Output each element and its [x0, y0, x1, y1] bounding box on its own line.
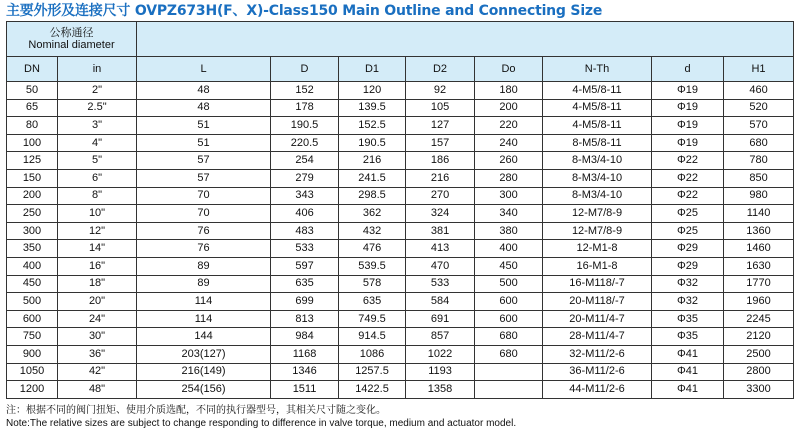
table-row: [7, 152, 794, 170]
table-cell: 8": [58, 187, 137, 205]
table-cell: 1360: [724, 222, 794, 240]
table-cell: 12-M7/8-9: [543, 205, 652, 223]
table-cell: 125: [7, 152, 58, 170]
table-cell: 749.5: [339, 310, 406, 328]
table-cell: 76: [137, 240, 271, 258]
table-cell: 2500: [724, 345, 794, 363]
table-cell: 51: [137, 117, 271, 135]
table-cell: 14": [58, 240, 137, 258]
table-cell: 280: [475, 169, 543, 187]
table-row: [7, 381, 794, 399]
table-cell: 76: [137, 222, 271, 240]
table-cell: 216: [406, 169, 475, 187]
table-cell: 533: [406, 275, 475, 293]
table-cell: 380: [475, 222, 543, 240]
table-cell: Φ19: [652, 82, 724, 100]
table-cell: 2120: [724, 328, 794, 346]
table-cell: 4-M5/8-11: [543, 117, 652, 135]
table-cell: 1168: [271, 345, 339, 363]
nominal-diameter-cn: 公称通径: [49, 27, 94, 39]
table-cell: 240: [475, 134, 543, 152]
table-cell: 1960: [724, 293, 794, 311]
table-row: [7, 293, 794, 311]
table-cell: 3": [58, 117, 137, 135]
table-cell: Φ41: [652, 345, 724, 363]
table-cell: 200: [7, 187, 58, 205]
table-cell: 89: [137, 275, 271, 293]
table-cell: 350: [7, 240, 58, 258]
table-cell: 5": [58, 152, 137, 170]
table-cell: 8-M3/4-10: [543, 169, 652, 187]
table-cell: [475, 381, 543, 399]
table-cell: 1193: [406, 363, 475, 381]
table-row: [7, 275, 794, 293]
table-cell: 8-M3/4-10: [543, 187, 652, 205]
table-cell: 1257.5: [339, 363, 406, 381]
table-cell: 144: [137, 328, 271, 346]
table-cell: 92: [406, 82, 475, 100]
table-cell: 36-M11/2-6: [543, 363, 652, 381]
table-cell: 1200: [7, 381, 58, 399]
table-cell: 105: [406, 99, 475, 117]
table-cell: 400: [7, 257, 58, 275]
table-cell: 127: [406, 117, 475, 135]
table-cell: 750: [7, 328, 58, 346]
table-cell: 12-M7/8-9: [543, 222, 652, 240]
note-en: Note:The relative sizes are subject to change responding to difference in valve torque, medium and actuator model.: [6, 418, 517, 429]
table-row: [7, 222, 794, 240]
table-cell: 180: [475, 82, 543, 100]
table-cell: 2.5": [58, 99, 137, 117]
table-cell: 12-M1-8: [543, 240, 652, 258]
table-cell: 100: [7, 134, 58, 152]
table-cell: 406: [271, 205, 339, 223]
table-cell: Φ19: [652, 99, 724, 117]
table-row: [7, 99, 794, 117]
col-header-l: L: [137, 57, 271, 82]
table-cell: 4": [58, 134, 137, 152]
table-cell: Φ41: [652, 363, 724, 381]
table-cell: 914.5: [339, 328, 406, 346]
table-cell: 984: [271, 328, 339, 346]
table-cell: 24": [58, 310, 137, 328]
table-cell: 6": [58, 169, 137, 187]
table-cell: 8-M3/4-10: [543, 152, 652, 170]
table-cell: 1770: [724, 275, 794, 293]
nominal-diameter-header: [7, 22, 137, 57]
table-cell: 89: [137, 257, 271, 275]
table-cell: 120: [339, 82, 406, 100]
table-cell: 1050: [7, 363, 58, 381]
table-cell: 2800: [724, 363, 794, 381]
table-cell: 850: [724, 169, 794, 187]
table-row: [7, 363, 794, 381]
table-cell: 362: [339, 205, 406, 223]
table-cell: 1630: [724, 257, 794, 275]
table-cell: 70: [137, 205, 271, 223]
table-cell: 20-M118/-7: [543, 293, 652, 311]
col-header-d1: D1: [339, 57, 406, 82]
table-cell: 16-M118/-7: [543, 275, 652, 293]
table-cell: 8-M5/8-11: [543, 134, 652, 152]
table-cell: 48": [58, 381, 137, 399]
table-cell: 980: [724, 187, 794, 205]
table-cell: 220.5: [271, 134, 339, 152]
table-cell: Φ35: [652, 310, 724, 328]
table-cell: 178: [271, 99, 339, 117]
table-cell: 250: [7, 205, 58, 223]
table-cell: 1422.5: [339, 381, 406, 399]
table-cell: 216: [339, 152, 406, 170]
table-cell: 216(149): [137, 363, 271, 381]
table-cell: 42": [58, 363, 137, 381]
table-cell: Φ25: [652, 205, 724, 223]
table-cell: 857: [406, 328, 475, 346]
table-cell: 10": [58, 205, 137, 223]
table-cell: 70: [137, 187, 271, 205]
table-cell: 900: [7, 345, 58, 363]
table-cell: 28-M11/4-7: [543, 328, 652, 346]
table-cell: 48: [137, 82, 271, 100]
table-cell: 3300: [724, 381, 794, 399]
table-cell: 600: [475, 293, 543, 311]
table-cell: 340: [475, 205, 543, 223]
table-cell: 432: [339, 222, 406, 240]
table-cell: 1511: [271, 381, 339, 399]
table-row: [7, 328, 794, 346]
table-cell: 483: [271, 222, 339, 240]
col-header-do: Do: [475, 57, 543, 82]
table-cell: 450: [7, 275, 58, 293]
table-cell: 533: [271, 240, 339, 258]
table-cell: 343: [271, 187, 339, 205]
table-cell: 190.5: [339, 134, 406, 152]
table-cell: 597: [271, 257, 339, 275]
table-cell: 635: [339, 293, 406, 311]
table-cell: Φ29: [652, 240, 724, 258]
table-cell: 691: [406, 310, 475, 328]
table-cell: 460: [724, 82, 794, 100]
col-header-d: D: [271, 57, 339, 82]
table-cell: 50: [7, 82, 58, 100]
table-row: [7, 169, 794, 187]
table-cell: 1460: [724, 240, 794, 258]
table-cell: [475, 363, 543, 381]
table-cell: Φ25: [652, 222, 724, 240]
table-cell: 600: [475, 310, 543, 328]
table-cell: 51: [137, 134, 271, 152]
table-cell: 57: [137, 152, 271, 170]
table-row: [7, 134, 794, 152]
col-header-dn: DN: [7, 57, 58, 82]
table-cell: 270: [406, 187, 475, 205]
table-cell: Φ22: [652, 169, 724, 187]
table-cell: Φ22: [652, 152, 724, 170]
table-cell: 500: [7, 293, 58, 311]
table-cell: 220: [475, 117, 543, 135]
table-row: [7, 117, 794, 135]
table-cell: 157: [406, 134, 475, 152]
table-cell: 32-M11/2-6: [543, 345, 652, 363]
table-cell: Φ19: [652, 117, 724, 135]
table-cell: 780: [724, 152, 794, 170]
table-row: [7, 240, 794, 258]
table-cell: 4-M5/8-11: [543, 99, 652, 117]
table-cell: 600: [7, 310, 58, 328]
table-cell: 200: [475, 99, 543, 117]
table-cell: 20": [58, 293, 137, 311]
table-cell: 500: [475, 275, 543, 293]
table-cell: 16": [58, 257, 137, 275]
table-cell: 584: [406, 293, 475, 311]
table-cell: Φ41: [652, 381, 724, 399]
table-cell: 570: [724, 117, 794, 135]
table-cell: 80: [7, 117, 58, 135]
table-cell: 57: [137, 169, 271, 187]
header-spacer: [137, 22, 794, 57]
table-cell: 813: [271, 310, 339, 328]
table-cell: 1086: [339, 345, 406, 363]
table-cell: 1022: [406, 345, 475, 363]
table-row: [7, 257, 794, 275]
table-cell: 470: [406, 257, 475, 275]
table-cell: Φ29: [652, 257, 724, 275]
table-row: [7, 82, 794, 100]
table-cell: 680: [475, 345, 543, 363]
table-cell: 381: [406, 222, 475, 240]
table-cell: 324: [406, 205, 475, 223]
table-cell: 65: [7, 99, 58, 117]
table-row: [7, 187, 794, 205]
col-header-in: in: [58, 57, 137, 82]
table-cell: 2245: [724, 310, 794, 328]
col-header-n-th: N-Th: [543, 57, 652, 82]
table-cell: 635: [271, 275, 339, 293]
table-cell: 450: [475, 257, 543, 275]
table-cell: 114: [137, 293, 271, 311]
table-cell: Φ35: [652, 328, 724, 346]
table-cell: 1346: [271, 363, 339, 381]
table-cell: Φ32: [652, 293, 724, 311]
table-cell: 300: [475, 187, 543, 205]
table-cell: 36": [58, 345, 137, 363]
col-header-h1: H1: [724, 57, 794, 82]
table-cell: 30": [58, 328, 137, 346]
table-cell: 476: [339, 240, 406, 258]
table-cell: 400: [475, 240, 543, 258]
table-row: [7, 205, 794, 223]
table-cell: 18": [58, 275, 137, 293]
nominal-diameter-en: Nominal diameter: [28, 39, 115, 51]
table-cell: 680: [724, 134, 794, 152]
table-cell: 20-M11/4-7: [543, 310, 652, 328]
table-cell: 44-M11/2-6: [543, 381, 652, 399]
notes: [6, 404, 516, 430]
table-cell: 150: [7, 169, 58, 187]
table-cell: 186: [406, 152, 475, 170]
table-cell: 260: [475, 152, 543, 170]
table-cell: 12": [58, 222, 137, 240]
table-cell: 539.5: [339, 257, 406, 275]
table-cell: 680: [475, 328, 543, 346]
table-cell: 520: [724, 99, 794, 117]
table-cell: Φ22: [652, 187, 724, 205]
dimension-table: [6, 21, 794, 399]
note-cn: 注：根据不同的阀门扭矩、使用介质选配，不同的执行器型号，其相关尺寸随之变化。: [6, 405, 386, 416]
table-cell: 1140: [724, 205, 794, 223]
table-cell: 203(127): [137, 345, 271, 363]
table-cell: 48: [137, 99, 271, 117]
table-cell: 2": [58, 82, 137, 100]
table-cell: Φ32: [652, 275, 724, 293]
table-row: [7, 310, 794, 328]
col-header-d2: D2: [406, 57, 475, 82]
table-cell: 190.5: [271, 117, 339, 135]
page-title: 主要外形及连接尺寸 OVPZ673H(F、X)-Class150 Main Outline and Connecting Size: [6, 3, 603, 19]
table-cell: 114: [137, 310, 271, 328]
table-cell: 1358: [406, 381, 475, 399]
col-header-d-hole: d: [652, 57, 724, 82]
table-cell: 4-M5/8-11: [543, 82, 652, 100]
table-cell: 300: [7, 222, 58, 240]
table-cell: 578: [339, 275, 406, 293]
table-cell: 298.5: [339, 187, 406, 205]
table-cell: 254(156): [137, 381, 271, 399]
table-cell: 279: [271, 169, 339, 187]
table-cell: 152: [271, 82, 339, 100]
table-cell: 699: [271, 293, 339, 311]
table-cell: 241.5: [339, 169, 406, 187]
table-cell: 16-M1-8: [543, 257, 652, 275]
table-row: [7, 345, 794, 363]
table-body: [7, 82, 794, 399]
table-cell: 139.5: [339, 99, 406, 117]
table-cell: Φ19: [652, 134, 724, 152]
table-cell: 254: [271, 152, 339, 170]
table-cell: 413: [406, 240, 475, 258]
table-cell: 152.5: [339, 117, 406, 135]
